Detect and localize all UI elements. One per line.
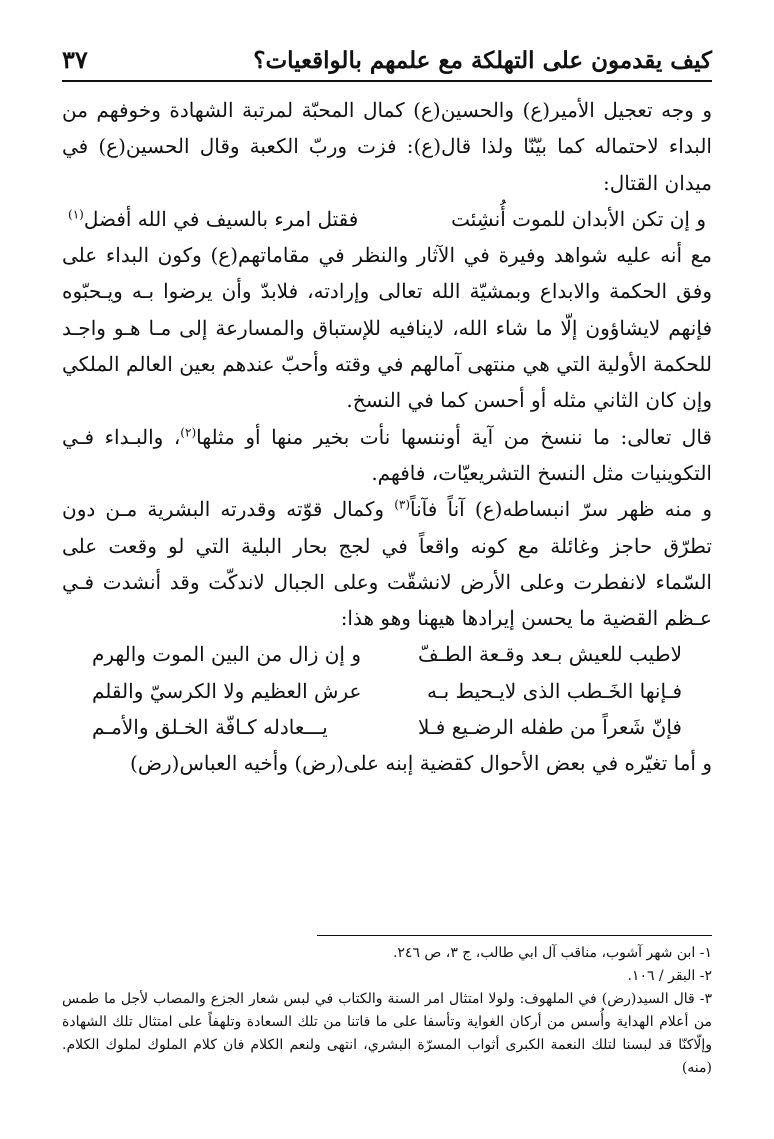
paragraph-5: و أما تغيّره في بعض الأحوال كقضية إبنه على(رض) وأخيه العباس(رض) — [130, 751, 712, 776]
verse-first-hemistich: لاطيب للعيش بـعد وقـعة الطـفّ — [418, 642, 682, 667]
verse-second-hemistich: و إن زال من البين الموت والهرم — [92, 642, 361, 667]
footnote-3: ٣- قال السيد(رض) في الملهوف: ولولا امتثال امر السنة والكتاب في لبس شعار الجزع والمصاب لأجل ما طمس من أعلام الهداية وأُسس من أركان الغواية وتأسفا على ما فاتنا من تلك السعادة وتلهفاً على امتثال تلك الشهادة وإلّاكنّا قد لبسنا لتلك النعمة الكبرى أثواب المسرّة البشري، انتهى ولنعم الكلام فان كلام الملوك لملوك الكلام.(منه) — [62, 991, 712, 1076]
verse-second-hemistich: عرش العظيم ولا الكرسيّ والقلم — [92, 678, 362, 703]
poem-verse — [62, 673, 712, 709]
page-number: ٣٧ — [62, 45, 88, 74]
page-header — [62, 30, 712, 82]
footnote-ref-1: (١) — [68, 207, 84, 222]
main-text — [62, 92, 712, 782]
poem-verse — [62, 636, 712, 672]
poem-verse — [62, 709, 712, 745]
verse-first-hemistich: فـإنها الخَـطب الذى لايـحيط بـه — [427, 678, 682, 703]
footnote-divider — [317, 935, 712, 936]
paragraph-1: و وجه تعجيل الأمير(ع) والحسين(ع) كمال المحبّة لمرتبة الشهادة وخوفهم من البداء لاحتماله كما بيّنّا ولذا قال(ع): فزت وربّ الكعبة وقال الحسين(ع) في ميدان القتال: — [62, 98, 712, 195]
footnote-1: ١- ابن شهر آشوب، مناقب آل ابي طالب، ج ٣، ص ٢٤٦. — [392, 945, 712, 961]
footnotes — [62, 942, 712, 1080]
paragraph-3: قال تعالى: ما ننسخ من آية أوننسها نأت بخير منها أو مثلها$^{(٢)}$، والبـداء فـي التكوينيات مثل النسخ التشريعيّات، فافهم. — [62, 424, 712, 485]
running-title: كيف يقدمون على التهلكة مع علمهم بالواقعيات؟ — [253, 47, 712, 74]
footnote-ref-3: (٣) — [394, 497, 411, 512]
verse-second-hemistich: يـــعادله كـافّة الخـلق والأمـم — [92, 715, 328, 740]
verse-first-hemistich: فإنّ شَعراً من طفله الرضـيع فـلا — [417, 715, 682, 740]
paragraph-2: مع أنه عليه شواهد وفيرة في الآثار والنظر في مقاماتهم(ع) وكون البداء على وفق الحكمة والابداع وبمشيّة الله تعالى وإرادته، فلابدّ وأن يرضوا بـه ويـحبّوه فإنهم لايشاؤون إلّا ما شاء الله، لاينافيه للإستباق والمسارعة إلى مـا هـو واجـد للحكمة الأولية التي هي منتهى آمالهم في وقته وأحبّ عندهم بعين العالم الملكي وإن كان الثاني مثله أو أحسن كما في النسخ. — [62, 243, 712, 413]
paragraph-4: و منه ظهر سرّ انبساطه(ع) آناً فآناً$^{(٣)}$ وكمال قوّته وقدرته البشرية مـن دون تطرّق حاجز وغائلة مع كونه واقعاً في لجج بحار البلية التي لو وقعت على السّماء لانفطرت وعلى الأرض لانشقّت وعلى الجبال لاندكّت وقد أنشدت فـي عـظم القضية ما يحسن إيرادها هيهنا وهو هذا: — [62, 497, 712, 631]
verse-line-1 — [62, 201, 712, 237]
verse-first-hemistich: و إن تكن الأبدان للموت أُنشِئت — [451, 206, 706, 231]
footnote-2: ٢- البقر / ١٠٦. — [627, 968, 712, 984]
poem — [62, 636, 712, 745]
footnote-ref-2: (٢) — [180, 425, 197, 440]
verse-second-hemistich: فقتل امرء بالسيف في الله أفضل$^{(١)}$ — [68, 206, 359, 231]
